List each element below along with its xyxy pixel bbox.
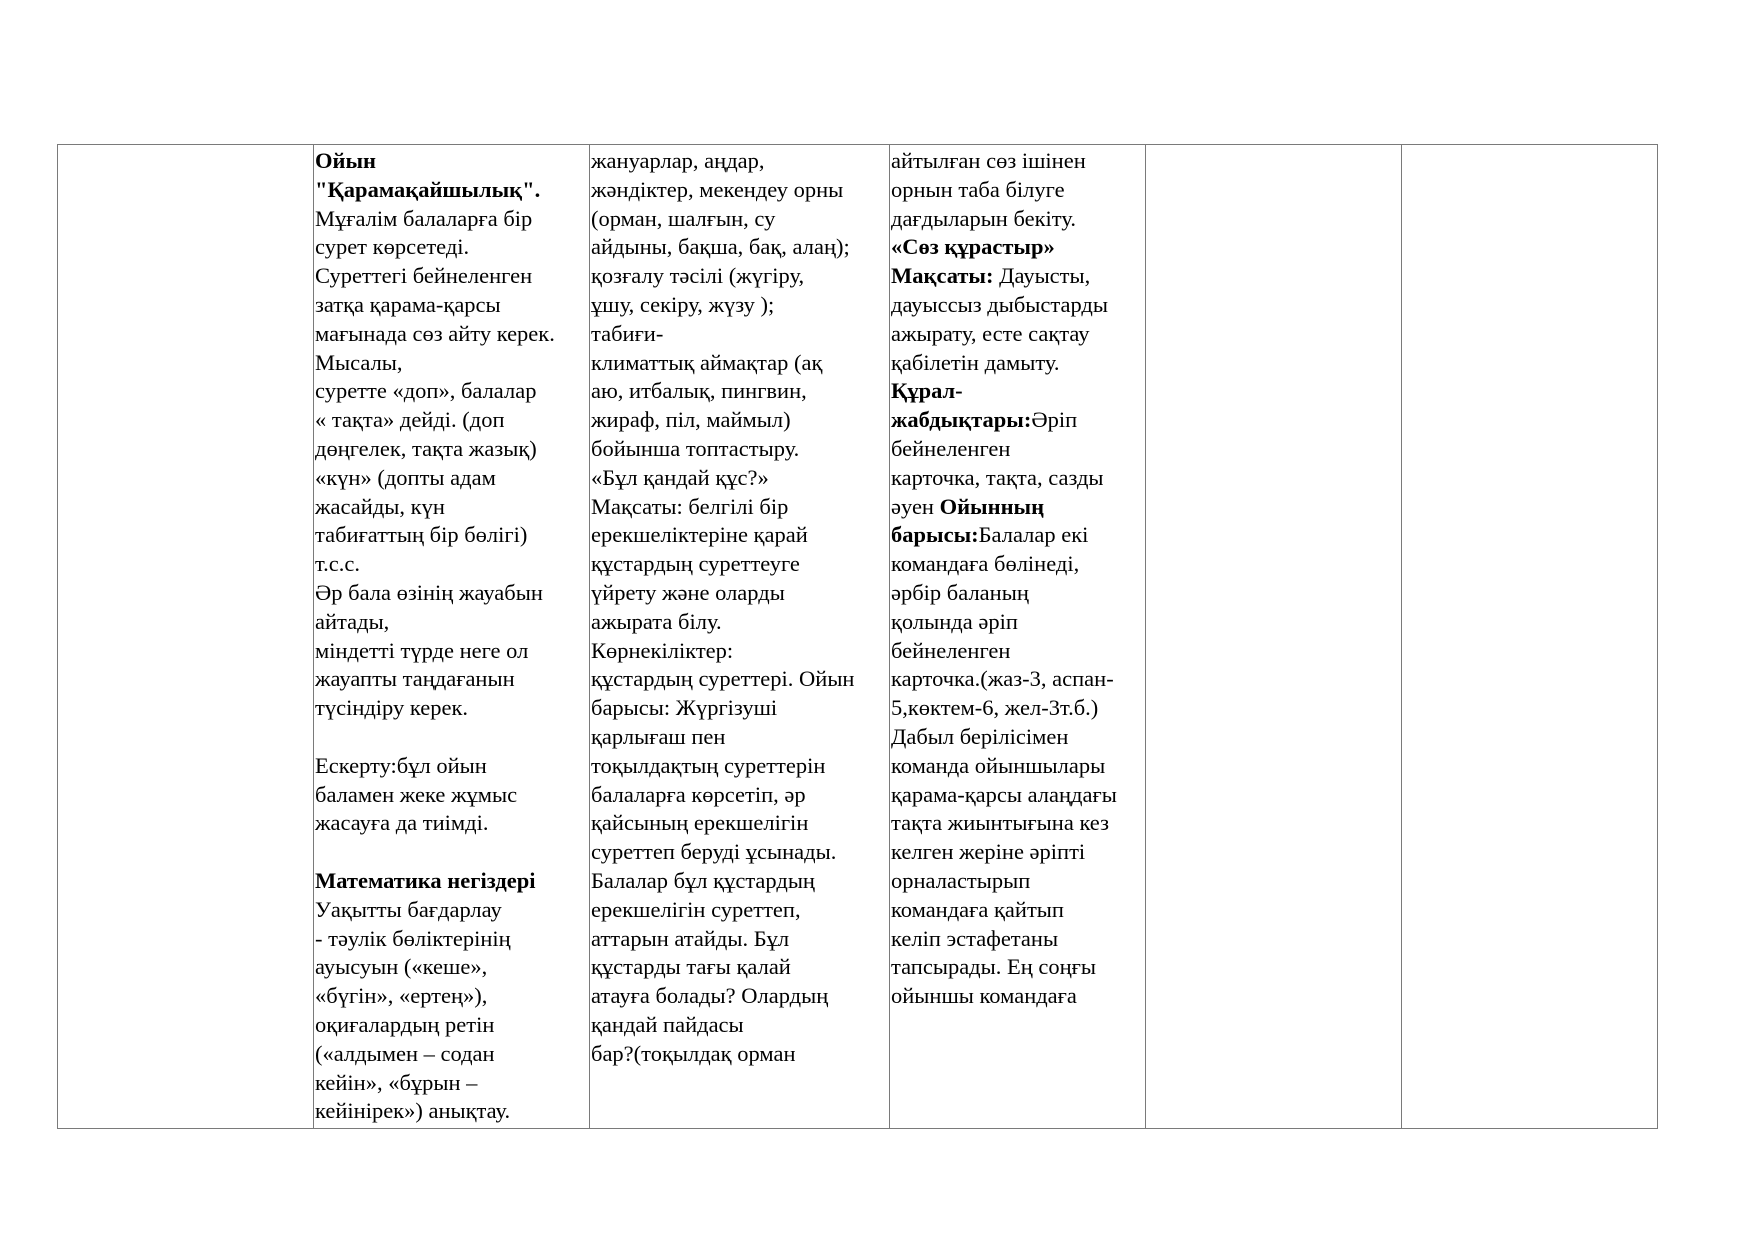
text-line: командаға бөлінеді, (891, 551, 1080, 577)
text-line: аттарын атайды. Бұл (591, 925, 790, 951)
equipment-text: Әріп (1031, 407, 1078, 433)
text-line: қабілетін дамыту. (891, 349, 1060, 375)
game-description (315, 205, 589, 723)
text-line: («алдымен – содан (315, 1040, 495, 1066)
text-line: жануарлар, аңдар, (591, 148, 765, 173)
text-line: Уақытты бағдарлау (315, 896, 502, 922)
cell-word-game (890, 145, 1146, 1129)
text-line: аю, итбалық, пингвин, (591, 378, 807, 404)
word-game-title: «Сөз құрастыр» (891, 234, 1055, 260)
text-line: орналастырып (891, 867, 1031, 893)
lesson-plan-table (57, 144, 1658, 1129)
text-line: Мұғалім балаларға бір (315, 205, 533, 231)
process-label-line-1: Ойынның (939, 493, 1045, 519)
animals-birds-text (591, 147, 889, 1069)
text-line: суреттеп беруді ұсынады. (591, 839, 837, 865)
text-line: айтады, (315, 608, 390, 634)
text-line: қарлығаш пен (591, 723, 726, 749)
text-line: баламен жеке жұмыс (315, 781, 518, 807)
text-line: бойынша топтастыру. (591, 435, 800, 461)
text-line: балаларға көрсетіп, әр (591, 781, 806, 807)
text-line: Балалар бұл құстардың (591, 867, 815, 893)
text-line: барысы: Жүргізуші (591, 695, 778, 721)
text-line: тапсырады. Ең соңғы (891, 954, 1097, 980)
text-line: дөңгелек, тақта жазық) (315, 435, 537, 461)
math-description (315, 896, 589, 1126)
text-line: «күн» (допты адам (315, 464, 496, 490)
text-line: құстарды тағы қалай (591, 954, 791, 980)
text-line: карточка.(жаз-3, аспан- (891, 666, 1114, 692)
text-line: Мысалы, (315, 349, 403, 375)
text-line: жасауға да тиімді. (315, 810, 489, 836)
text-line: табиғаттың бір бөлігі) (315, 522, 528, 548)
text-line: атауға болады? Олардың (591, 983, 829, 1009)
process-description (891, 550, 1145, 1011)
text-line: ерекшеліктеріне қарай (591, 522, 808, 548)
text-line: үйрету және оларды (591, 579, 785, 605)
text-line: Суреттегі бейнеленген (315, 263, 533, 289)
text-line: қарама-қарсы алаңдағы (891, 781, 1117, 807)
text-line: қозғалу тәсілі (жүгіру, (591, 263, 805, 289)
text-line: бейнеленген (891, 435, 1011, 461)
equipment-label-line-2: жабдықтары: (891, 407, 1032, 433)
text-line: келген жеріне әріпті (891, 839, 1086, 865)
equipment-description (891, 435, 1145, 493)
note-text (315, 752, 589, 838)
text-line: жасайды, күн (315, 493, 445, 519)
word-position-text (891, 147, 1145, 233)
text-line: (орман, шалғын, су (591, 205, 776, 231)
text-line: климаттық аймақтар (ақ (591, 349, 823, 375)
goal-description (891, 291, 1145, 377)
text-line: кейінірек») анықтау. (315, 1098, 511, 1124)
process-prefix: әуен (891, 493, 940, 519)
text-line: қолында әріп (891, 608, 1018, 634)
goal-line (891, 262, 1145, 291)
empty-cell-fifth (1146, 145, 1402, 1129)
text-line: оқиғалардың ретін (315, 1011, 495, 1037)
text-line: айдыны, бақша, бақ, алаң); (591, 234, 850, 260)
text-line: Көрнекіліктер: (591, 637, 734, 663)
text-line: ойыншы командаға (891, 983, 1077, 1009)
text-line: жәндіктер, мекендеу орны (591, 176, 844, 202)
text-line: құстардың суреттері. Ойын (591, 666, 855, 692)
text-line: ұшу, секіру, жүзу ); (591, 291, 775, 317)
text-line: ажырату, есте сақтау (891, 320, 1090, 346)
text-line: затқа қарама-қарсы (315, 291, 501, 317)
empty-cell-sixth (1402, 145, 1658, 1129)
text-line: ерекшелігін суреттеп, (591, 896, 801, 922)
text-line: келіп эстафетаны (891, 925, 1059, 951)
cell-animals-birds (590, 145, 890, 1129)
text-line: жираф, піл, маймыл) (591, 407, 791, 433)
equipment-line (891, 406, 1145, 435)
text-line: мағынада сөз айту керек. (315, 320, 555, 346)
text-line: бар?(тоқылдақ орман (591, 1040, 796, 1066)
text-line: тақта жиынтығына кез (891, 810, 1109, 836)
text-line: тоқылдақтың суреттерін (591, 752, 826, 778)
process-label-line-2: барысы: (891, 522, 979, 548)
text-line: Дабыл берілісімен (891, 723, 1069, 749)
text-line: т.с.с. (315, 551, 360, 577)
table-row (58, 145, 1658, 1129)
goal-text: Дауысты, (993, 263, 1091, 289)
text-line: ауысуын («кеше», (315, 954, 488, 980)
text-line: « тақта» дейді. (доп (315, 407, 505, 433)
math-section-title: Математика негіздері (315, 867, 536, 893)
text-line: команда ойыншылары (891, 752, 1106, 778)
text-line: 5,көктем-6, жел-3т.б.) (891, 695, 1099, 721)
text-line: айтылған сөз ішінен (891, 148, 1086, 173)
text-line: орнын таба білуге (891, 176, 1065, 202)
text-line: Мақсаты: белгілі бір (591, 493, 789, 519)
text-line: дағдыларын бекіту. (891, 205, 1076, 231)
text-line: - тәулік бөліктерінің (315, 925, 511, 951)
process-text: Балалар екі (978, 522, 1089, 548)
game-title-line-2: "Қарамақайшылық". (315, 176, 541, 202)
text-line: ажырата білу. (591, 608, 722, 634)
text-line: суретте «доп», балалар (315, 378, 537, 404)
text-line: карточка, тақта, сазды (891, 464, 1104, 490)
text-line: «бүгін», «ертең»), (315, 983, 488, 1009)
text-line: бейнеленген (891, 637, 1011, 663)
process-line (891, 493, 1145, 522)
game-title-line-1: Ойын (315, 148, 376, 173)
empty-cell-first (58, 145, 314, 1129)
text-line: Ескерту:бұл ойын (315, 752, 487, 778)
text-line: міндетті түрде неге ол (315, 637, 529, 663)
text-line: Әр бала өзінің жауабын (315, 579, 543, 605)
text-line: қандай пайдасы (591, 1011, 744, 1037)
text-line: «Бұл қандай құс?» (591, 464, 769, 490)
text-line: жауапты таңдағанын (315, 666, 515, 692)
goal-label: Мақсаты: (891, 263, 994, 289)
cell-games-and-math (314, 145, 590, 1129)
text-line: сурет көрсетеді. (315, 234, 470, 260)
text-line: дауыссыз дыбыстарды (891, 291, 1108, 317)
text-line: командаға қайтып (891, 896, 1064, 922)
text-line: түсіндіру керек. (315, 695, 469, 721)
text-line: қайсының ерекшелігін (591, 810, 809, 836)
text-line: табиғи- (591, 320, 664, 346)
process-line-2 (891, 521, 1145, 550)
text-line: әрбір баланың (891, 579, 1029, 605)
equipment-label-line-1: Құрал- (891, 378, 963, 404)
text-line: кейін», «бұрын – (315, 1069, 478, 1095)
text-line: құстардың суреттеуге (591, 551, 800, 577)
